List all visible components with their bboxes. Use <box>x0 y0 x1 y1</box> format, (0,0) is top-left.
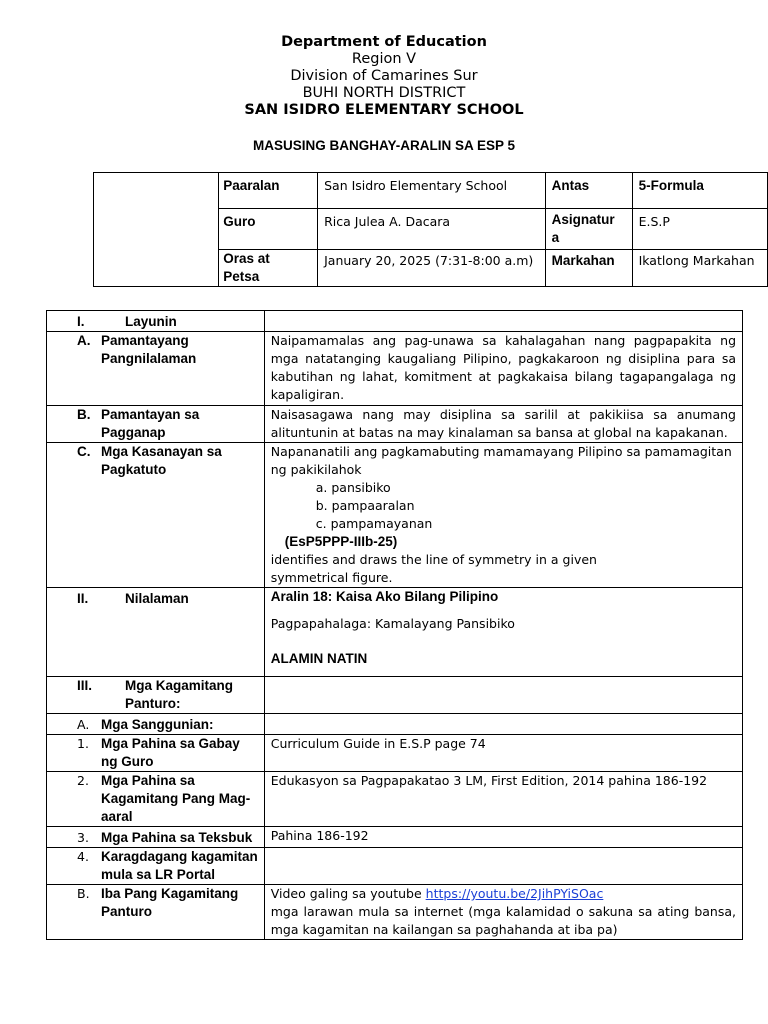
guro-value: Rica Julea A. Dacara <box>324 214 451 229</box>
kagamitang-label-line1: Mga Kagamitang <box>125 678 234 693</box>
info-guro-label-cell <box>219 209 318 250</box>
header-line-deped: Department of Education <box>281 34 487 50</box>
info-asignatura-value-cell <box>632 209 767 250</box>
layunin-label-cell <box>47 311 265 332</box>
row-teksbuk <box>47 827 743 848</box>
antas-value: 5-Formula <box>638 178 704 193</box>
teksbuk-text: Pahina 186-192 <box>270 828 369 843</box>
info-guro-value-cell <box>318 209 546 250</box>
mag-aaral-label-line2: Kagamitang Pang Mag- <box>101 791 251 806</box>
mag-aaral-text-cell <box>264 772 742 827</box>
kasanayan-item-a: a. pansibiko <box>315 480 391 495</box>
row-nilalaman <box>47 588 743 677</box>
antas-label: Antas <box>551 178 590 193</box>
info-markahan-label-cell <box>545 250 632 287</box>
info-oras-value-cell <box>318 250 546 287</box>
pamantayang-text: Naipamamalas ang pag-unawa sa kahalagahan nang pagpapakita ng mga natatanging kaugaliang Pilipino, pagkakaroon ng disiplina para sa kabutihan ng lahat, komitment at pagkakaisa bilang tagapangalaga ng kapaligiran. <box>270 333 736 402</box>
guro-label: Guro <box>223 214 256 229</box>
info-table <box>93 172 768 287</box>
lesson-plan-table <box>46 310 743 940</box>
header-line-district: BUHI NORTH DISTRICT <box>302 85 466 101</box>
oras-label-line2: Petsa <box>223 269 260 284</box>
iba-pang-label-line1: Iba Pang Kagamitang <box>101 886 239 901</box>
competency-code: (EsP5PPP-IIIb-25) <box>284 534 398 549</box>
row-gabay-guro <box>47 735 743 772</box>
oras-label-line1: Oras at <box>223 251 270 266</box>
asignatura-label-line1: Asignatur <box>551 212 615 227</box>
pagganap-text: Naisasagawa nang may disiplina sa sarilil at pakikiisa sa anumang alituntunin at batas na may kinalaman sa bansa at global na kapakanan. <box>270 407 736 440</box>
pamantayang-text-cell <box>264 332 742 406</box>
header-line-school: SAN ISIDRO ELEMENTARY SCHOOL <box>244 102 524 118</box>
info-antas-value-cell <box>632 173 767 209</box>
aralin-title: Aralin 18: Kaisa Ako Bilang Pilipino <box>270 589 499 604</box>
section-num: I. <box>77 314 85 329</box>
sanggunian-label: Mga Sanggunian: <box>101 717 214 732</box>
video-text: Video galing sa youtube <box>270 886 426 901</box>
pamantayang-label-line2: Pangnilalaman <box>101 351 197 366</box>
mag-aaral-label-cell <box>47 772 265 827</box>
kasanayan-text: Napananatili ang pagkamabuting mamamayang Pilipino sa pamamagitan ng pakikilahok <box>270 444 732 477</box>
info-oras-label-cell <box>219 250 318 287</box>
item-letter: B. <box>77 407 91 422</box>
pagganap-label-line2: Pagganap <box>101 425 166 440</box>
kasanayan-label-cell <box>47 443 265 588</box>
info-asignatura-label-cell <box>545 209 632 250</box>
info-paaralan-value-cell <box>318 173 546 209</box>
document-title: MASUSING BANGHAY-ARALIN SA ESP 5 <box>252 138 516 153</box>
row-iba-pang-kagamitan <box>47 885 743 940</box>
info-antas-label-cell <box>545 173 632 209</box>
kagamitang-label-cell <box>47 677 265 714</box>
row-lr-portal <box>47 848 743 885</box>
item-letter: A. <box>77 333 91 348</box>
kasanayan-extra-line1: identifies and draws the line of symmetry in a given <box>270 552 597 567</box>
item-number: 4. <box>77 849 89 864</box>
header-line-division: Division of Camarines Sur <box>290 68 478 84</box>
lr-portal-label-line1: Karagdagang kagamitan <box>101 849 258 864</box>
pagganap-label-cell <box>47 406 265 443</box>
item-letter: C. <box>77 444 91 459</box>
lr-portal-label-line2: mula sa LR Portal <box>101 867 216 882</box>
item-number: 1. <box>77 736 89 751</box>
section-num: II. <box>77 591 89 606</box>
pagpapahalaga-text: Pagpapahalaga: Kamalayang Pansibiko <box>270 616 515 631</box>
nilalaman-text-cell <box>264 588 742 677</box>
info-markahan-value-cell <box>632 250 767 287</box>
teksbuk-label: Mga Pahina sa Teksbuk <box>101 830 253 845</box>
row-kagamitang-mag-aaral <box>47 772 743 827</box>
item-number: 3. <box>77 830 89 845</box>
row-sanggunian <box>47 714 743 735</box>
mag-aaral-label-line1: Mga Pahina sa <box>101 773 195 788</box>
mag-aaral-text: Edukasyon sa Pagpapakatao 3 LM, First Edition, 2014 pahina 186-192 <box>270 773 708 788</box>
kasanayan-extra-line2: symmetrical figure. <box>270 570 393 585</box>
layunin-value-cell <box>264 311 742 332</box>
sanggunian-label-cell <box>47 714 265 735</box>
lr-portal-label-cell <box>47 848 265 885</box>
iba-pang-label-cell <box>47 885 265 940</box>
row-pamantayan-pagganap <box>47 406 743 443</box>
header-line-region: Region V <box>351 51 417 67</box>
kasanayan-item-b: b. pampaaralan <box>315 498 415 513</box>
youtube-link[interactable]: https://youtu.be/2JihPYiSOac <box>425 886 604 901</box>
section-num: III. <box>77 678 93 693</box>
gabay-text-cell <box>264 735 742 772</box>
mag-aaral-label-line3: aaral <box>101 809 133 824</box>
item-number: 2. <box>77 773 89 788</box>
lr-portal-value-cell <box>264 848 742 885</box>
gabay-label-line2: ng Guro <box>101 754 154 769</box>
pamantayang-label-cell <box>47 332 265 406</box>
paaralan-label: Paaralan <box>223 178 280 193</box>
paaralan-value: San Isidro Elementary School <box>324 178 508 193</box>
gabay-text: Curriculum Guide in E.S.P page 74 <box>270 736 486 751</box>
teksbuk-text-cell <box>264 827 742 848</box>
kasanayan-item-c: c. pampamayanan <box>315 516 433 531</box>
kasanayan-text-cell <box>264 443 742 588</box>
asignatura-label-line2: a <box>551 230 560 245</box>
sanggunian-value-cell <box>264 714 742 735</box>
markahan-value: Ikatlong Markahan <box>638 253 755 268</box>
alamin-natin-heading: ALAMIN NATIN <box>270 651 368 666</box>
layunin-label: Layunin <box>125 314 177 329</box>
markahan-label: Markahan <box>551 253 615 268</box>
item-letter: B. <box>77 886 90 901</box>
iba-pang-text-cell <box>264 885 742 940</box>
pagganap-text-cell <box>264 406 742 443</box>
teksbuk-label-cell <box>47 827 265 848</box>
item-letter: A. <box>77 717 90 732</box>
nilalaman-label: Nilalaman <box>125 591 189 606</box>
pamantayang-label-line1: Pamantayang <box>101 333 189 348</box>
pagganap-label-line1: Pamantayan sa <box>101 407 200 422</box>
row-pamantayang-pangnilalaman <box>47 332 743 406</box>
kasanayan-label-line1: Mga Kasanayan sa <box>101 444 222 459</box>
nilalaman-label-cell <box>47 588 265 677</box>
kasanayan-label-line2: Pagkatuto <box>101 462 167 477</box>
row-kagamitang-panturo <box>47 677 743 714</box>
oras-value: January 20, 2025 (7:31-8:00 a.m) <box>324 253 534 268</box>
gabay-label-cell <box>47 735 265 772</box>
info-blank-cell <box>94 173 219 287</box>
larawan-text: mga larawan mula sa internet (mga kalamidad o sakuna sa ating bansa, mga kagamitan na kailangan sa paghahanda at iba pa) <box>270 904 736 937</box>
row-kasanayan <box>47 443 743 588</box>
gabay-label-line1: Mga Pahina sa Gabay <box>101 736 240 751</box>
iba-pang-label-line2: Panturo <box>101 904 153 919</box>
row-layunin <box>47 311 743 332</box>
info-paaralan-label-cell <box>219 173 318 209</box>
asignatura-value: E.S.P <box>638 214 670 229</box>
kagamitang-value-cell <box>264 677 742 714</box>
kagamitang-label-line2: Panturo: <box>125 696 181 711</box>
